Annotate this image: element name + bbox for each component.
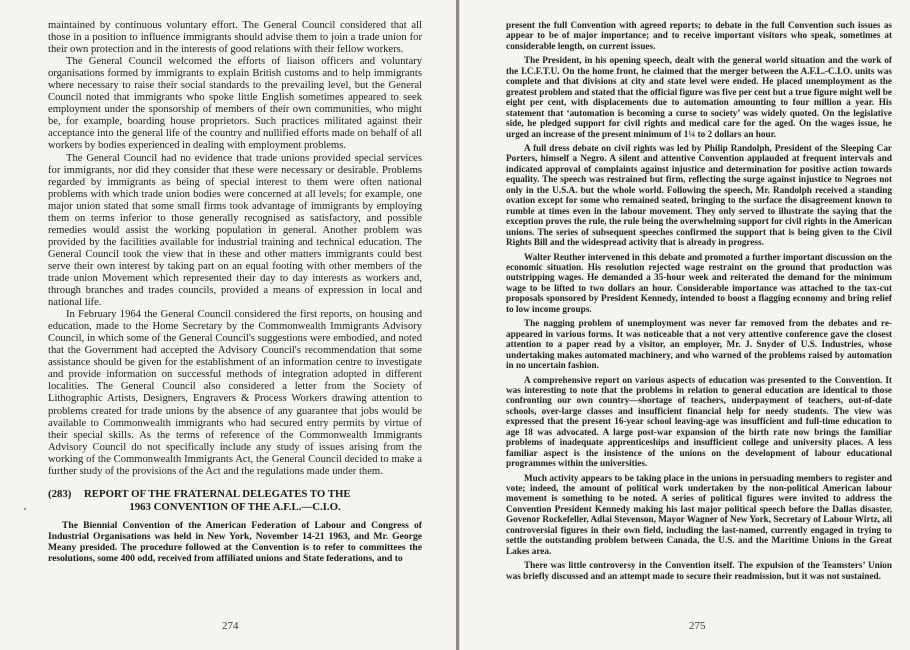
right-paragraph-4: Walter Reuther intervened in this debate and promoted a further important discussion on the economic situation. His resolution rejected wage restraint on the ground that production was outstripping wages. He demanded a 35-hour week and reiterated the demand for the minimum wage to be lifted to two dollars an hour. Considerable importance was attached to the tax-cut proposals sponsored by President Kennedy, intended to boost a flagging economy and bring relief to low income groups. [506, 251, 892, 314]
right-paragraph-5: The nagging problem of unemployment was never far removed from the debates and re-appeared in various forms. It was noticeable that a not very attentive conference gave the closest attention to a paper read by a visitor, an employer, Mr. J. Snyder of U.S. Industries, whose undertaking makes automated machinery, and who warned of the problems raised by automation in no uncertain fashion. [506, 318, 892, 371]
right-paragraph-8: There was little controversy in the Convention itself. The expulsion of the Teamsters’ Union was briefly discussed and an attempt made to secure their readmission, but it was not sustained. [506, 560, 892, 581]
margin-mark [24, 508, 26, 510]
section-title-line-2: 1963 CONVENTION OF THE A.F.L.—C.I.O. [129, 500, 341, 513]
section-title-line-1: REPORT OF THE FRATERNAL DELEGATES TO THE [84, 487, 351, 500]
section-number: (283) [48, 487, 72, 500]
right-page-body [506, 20, 892, 585]
watermark: (C) TUC Library Collections [6, 4, 158, 14]
section-heading [48, 488, 422, 514]
right-paragraph-2: The President, in his opening speech, dealt with the general world situation and the work of the I.C.F.T.U. On the home front, he claimed that the merger between the A.F.L.-C.I.O. units was complete and that divisions at city and state level were ended. He placed unemployment as the greatest problem and stated that the official figure was five per cent but a true figure might well be eight per cent, with displacements due to automation amounting to four million a year. His statement that ‘automation is becoming a curse to society’ was widely quoted. On the legislative side, he pledged support for civil rights and medical care for the aged. On the wages issue, he urged an increase of the present minimum of 1¼ to 2 dollars an hour. [506, 55, 892, 139]
page-number-right: 275 [689, 620, 706, 632]
right-paragraph-1: present the full Convention with agreed reports; to debate in the full Convention such issues as appear to be of major importance; and to receive important visitors who speak, sometimes at considerable length, on current issues. [506, 20, 892, 51]
right-paragraph-7: Much activity appears to be taking place in the unions in persuading members to register and vote; indeed, the amount of political work undertaken by the non-political American labour movement is something to be noted. A series of political figures were invited to address the Convention President Kennedy making his last major political speech before the Dallas disaster, Govenor Rockefeller, Adlai Stevenson, Mayor Wagner of New York, Secretary of Labour Wirtz, all controversial figures in their own field, including the last-named, currently engaged in trying to settle the outstanding problem between Canada, the U.S. and the Maritime Unions in the Great Lakes area. [506, 472, 892, 556]
left-page-body [48, 20, 422, 564]
section-paragraph: The Biennial Convention of the American Federation of Labour and Congress of Industrial Organisations was held in New York, November 14-21 1963, and Mr. George Meany presided. The procedure followed at the Convention is to refer to committees the resolutions, some 400 odd, received from affiliated unions and State federations, and to [48, 519, 422, 564]
right-paragraph-3: A full dress debate on civil rights was led by Philip Randolph, President of the Sleeping Car Porters, himself a Negro. A silent and attentive Convention applauded at frequent intervals and indicated approval of complaints against injustice and determination for positive action towards equality. The speech was restrained but firm, reflecting the surge against injustice to Negroes not only in the U.S.A. but the whole world. Following the speech, Mr. Randolph received a standing ovation except for some who remained seated, bringing to the surface the disagreement known to rumble at times even in the labour movement. They only served to illustrate the saying that the exception proves the rule, the rule being the overwhelming support for civil rights in the American unions. The series of subsequent speeches confirmed the support that is being given to the Civil Rights Bill and the widespread activity that is already in progress. [506, 142, 892, 248]
left-paragraph-3: The General Council had no evidence that trade unions provided special services for immigrants, nor did they consider that these were necessary or desirable. Problems regarded by immigrants as being of special interest to them were often national problems with which trade union bodies were concerned at all levels; for example, one major union stated that some small firms took advantage of immigrants by employing them on terms inferior to those generally recognised as satisfactory, and possible remedies would assist the working population in general. Another problem was provided by the facilities available for industrial training and technical education. The General Council took the view that in these and other matters immigrants could best serve their own interest by taking part on an equal footing with other members of the trade union Movement which represented their day to day interests as workers and, through branches and trades councils, provided a means of expression in local and national life. [48, 152, 422, 309]
right-page [459, 0, 910, 650]
left-paragraph-2: The General Council welcomed the efforts of liaison officers and voluntary organisations formed by immigrants to explain British customs and to help immigrants where necessary to raise their social standards to the prevailing level, but the General Council noted that immigrants who spoke little English sometimes appeared to seek employment under the sponsorship of members of their own communities, who might be, for example, boarding house proprietors. Such practices militated against their acceptance into the general life of the country and nullified efforts made on behalf of all workers by bodies experienced in dealing with employment problems. [48, 56, 422, 152]
right-paragraph-6: A comprehensive report on various aspects of education was presented to the Convention. It was interesting to note that the problems in relation to general education are identical to those confronting our own country—shortage of teachers, underpayment of teachers, out-of-date schools, over-large classes and insufficient financial help for needy students. The view was expressed that the present 16-year school leaving-age was insufficient and full-time education to age 18 was advocated. A large post-war expansion of the birth rate now brings the familiar problems of inadequate apprenticeships and insufficient college and university places. A less familiar aspect is the insistence of the unions on the development of labour educational programmes within the universities. [506, 374, 892, 469]
left-paragraph-1: maintained by continuous voluntary effort. The General Council considered that all those in a position to influence immigrants should advise them to join a trade union for their own protection and in the interests of good relations with their fellow workers. [48, 20, 422, 56]
left-paragraph-4: In February 1964 the General Council considered the first reports, on housing and education, made to the Home Secretary by the Commonwealth Immigrants Advisory Council, in which some of the General Council's suggestions were embodied, and noted that the Government had accepted the Advisory Council's recommendation that some assistance should be given for the establishment of an information centre to investigate and provide information on successful methods of integration adopted in different localities. The General Council also considered a letter from the Society of Lithographic Artists, Designers, Engravers & Process Workers drawing attention to problems created for trade unions by the absence of any guarantee that jobs would be available to Commonwealth immigrants who had secured entry permits by virtue of their special skills. As the terms of reference of the Commonwealth Immigrants Advisory Council do not specifically include any study of issues arising from the working of the Commonwealth Immigrants Act, the General Council decided to make a further study of the provisions of the Act and the regulations made under them. [48, 309, 422, 477]
page-number-left: 274 [222, 620, 239, 632]
